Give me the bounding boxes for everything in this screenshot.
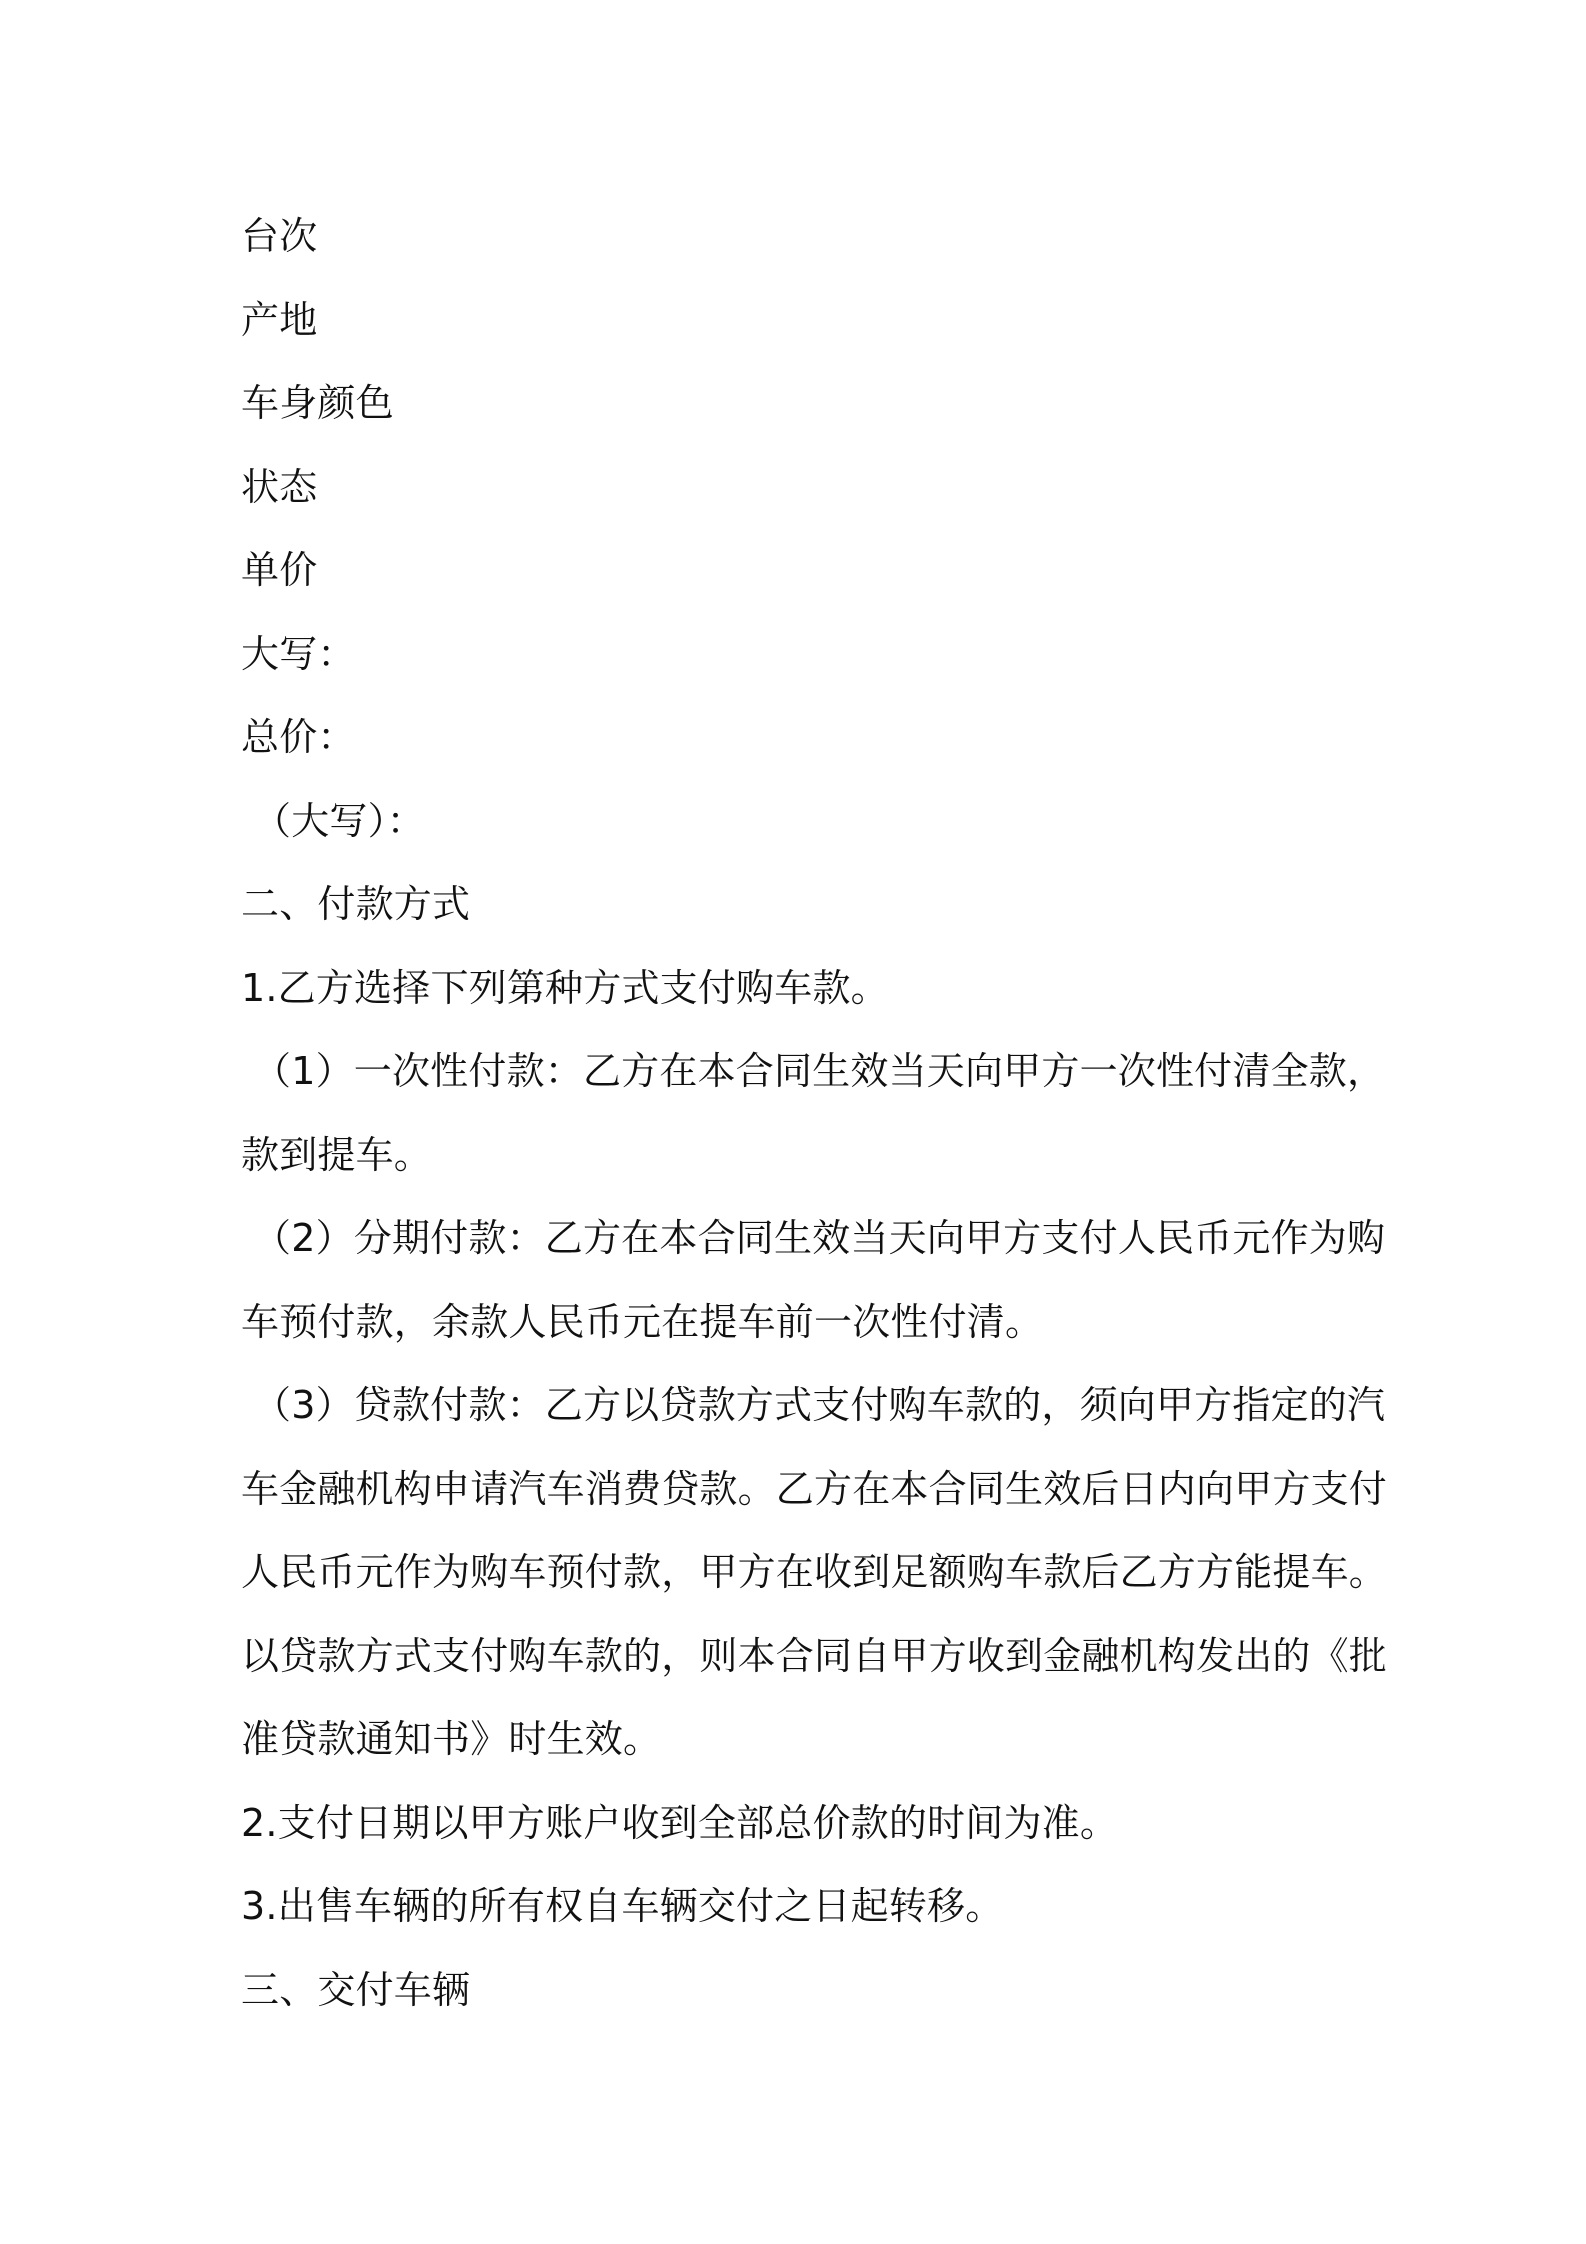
document-body xyxy=(241,195,1388,2032)
field-label-unit-price-uppercase: 大写： xyxy=(241,631,356,676)
clause-1-option-3-line-2: 车金融机构申请汽车消费贷款。乙方在本合同生效后日内向甲方支付 xyxy=(241,1466,1388,1511)
clause-1-option-1-line-2: 款到提车。 xyxy=(241,1132,433,1177)
clause-2: 2.支付日期以甲方账户收到全部总价款的时间为准。 xyxy=(241,1800,1119,1845)
clause-1-option-3-line-5: 准贷款通知书》时生效。 xyxy=(241,1717,662,1761)
clause-1-option-3-line-3: 人民币元作为购车预付款，甲方在收到足额购车款后乙方方能提车。 xyxy=(241,1550,1388,1594)
clause-1-option-3-line-4: 以贷款方式支付购车款的，则本合同自甲方收到金融机构发出的《批 xyxy=(241,1633,1388,1678)
field-label-total-price: 总价： xyxy=(241,715,356,759)
clause-1-option-2-line-2: 车预付款，余款人民币元在提车前一次性付清。 xyxy=(241,1299,1044,1344)
field-label-unit-price: 单价 xyxy=(241,548,318,592)
clause-1-option-2-line-1: （2）分期付款：乙方在本合同生效当天向甲方支付人民币元作为购 xyxy=(253,1216,1386,1260)
clause-1-option-3-line-1: （3）贷款付款：乙方以贷款方式支付购车款的，须向甲方指定的汽 xyxy=(253,1383,1386,1427)
field-label-units: 台次 xyxy=(241,214,318,258)
section-heading-payment: 二、付款方式 xyxy=(241,882,471,926)
clause-1: 1.乙方选择下列第种方式支付购车款。 xyxy=(241,965,889,1010)
field-label-body-color: 车身颜色 xyxy=(241,381,394,425)
field-label-status: 状态 xyxy=(241,464,318,509)
clause-3: 3.出售车辆的所有权自车辆交付之日起转移。 xyxy=(241,1884,1004,1928)
field-label-origin: 产地 xyxy=(241,297,318,342)
section-heading-delivery: 三、交付车辆 xyxy=(241,1967,471,2012)
field-label-total-price-uppercase: （大写）： xyxy=(253,798,426,843)
clause-1-option-1-line-1: （1）一次性付款：乙方在本合同生效当天向甲方一次性付清全款， xyxy=(253,1049,1386,1093)
